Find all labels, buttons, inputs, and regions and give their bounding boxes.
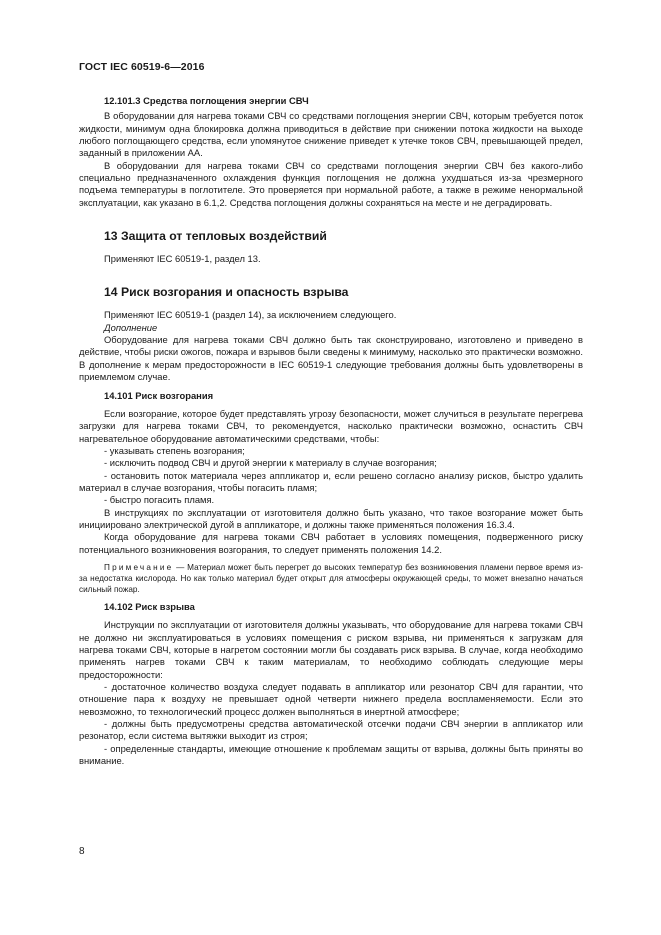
paragraph: В оборудовании для нагрева токами СВЧ со средствами поглощения энергии СВЧ, которым требуется поток жидкости, минимум одна блокировка должна приводиться в действие при снижении потока жидкости на выходе любого поглощающего средства, если упомянутое снижение приведет к утечке токов СВЧ, превышающей предел, заданный в приложении АА. bbox=[79, 110, 583, 159]
section-14-heading: 14 Риск возгорания и опасность взрыва bbox=[104, 285, 349, 300]
list-item: - быстро погасить пламя. bbox=[104, 494, 215, 506]
section-14-101-heading: 14.101 Риск возгорания bbox=[104, 389, 214, 401]
document-header: ГОСТ IEC 60519-6—2016 bbox=[79, 61, 205, 73]
list-item: - указывать степень возгорания; bbox=[104, 444, 245, 456]
paragraph: В инструкциях по эксплуатации от изготовителя должно быть указано, что такое возгорание может быть инициировано электрической дугой в аппликаторе, и должны также применяться положения 16.3.4. bbox=[79, 506, 583, 530]
list-item: - исключить подвод СВЧ и другой энергии к материалу в случае возгорания; bbox=[104, 457, 437, 469]
section-12-101-3-heading: 12.101.3 Средства поглощения энергии СВЧ bbox=[104, 95, 309, 106]
note-text: — Материал может быть перегрет до высоких температур без возникновения пламени первое время из-за недостатка кислорода. Но как только материал будет открыт для атмосферы окружающей среды, то может внезапно начаться сильный пожар. bbox=[79, 562, 583, 594]
paragraph: Когда оборудование для нагрева токами СВЧ работает в условиях помещения, подверженного риску потенциального возникновения возгорания, то следует применять положения 14.2. bbox=[79, 531, 583, 555]
paragraph: Применяют IEC 60519-1 (раздел 14), за исключением следующего. bbox=[104, 309, 397, 321]
addition-label: Дополнение bbox=[104, 321, 158, 333]
paragraph: Если возгорание, которое будет представлять угрозу безопасности, может случиться в результате перегрева загрузки для нагрева токами СВЧ, то рекомендуется, насколько практически возможно, оснастить СВЧ нагревательное оборудование автоматическими средствами, чтобы: bbox=[79, 407, 583, 444]
note bbox=[79, 562, 583, 595]
document-body bbox=[79, 95, 583, 767]
list-item: - должны быть предусмотрены средства автоматической отсечки подачи СВЧ энергии в аппликатор или резонатор, если система вытяжки выходит из строя; bbox=[79, 718, 583, 742]
paragraph: В оборудовании для нагрева токами СВЧ со средствами поглощения энергии СВЧ без какого-либо специально предназначенного охлаждения функция поглощения не должна ухудшаться из-за чрезмерного подъема температуры в поглотителе. Это проверяется при нормальной работе, а также в режиме ненормальной эксплуатации, как указано в 6.1,2. Средства поглощения должны сохраняться на месте и не деградировать. bbox=[79, 159, 583, 208]
paragraph: Оборудование для нагрева токами СВЧ должно быть так сконструировано, изготовлено и приведено в действие, чтобы риски ожогов, пожара и взрывов были сведены к минимуму, насколько это практически возможно. В дополнение к мерам предосторожности в IEC 60519-1 следующие требования должны быть удовлетворены в приемлемом случае. bbox=[79, 334, 583, 383]
list-item: - остановить поток материала через аппликатор и, если решено согласно анализу рисков, быстро удалить материал в случае возгорания, чтобы погасить пламя; bbox=[79, 469, 583, 493]
paragraph: Инструкции по эксплуатации от изготовителя должны указывать, что оборудование для нагрева токами СВЧ не должно ни эксплуатироваться в условиях помещения с риском взрыва, ни применяться к загрузкам для нагрева токами СВЧ, которые в нагретом состоянии могли бы создавать риск взрыва. В случае, когда необходимо применять нагрев токами СВЧ к таким материалам, то необходимо соблюдать следующие меры предосторожности: bbox=[79, 619, 583, 680]
list-item: - определенные стандарты, имеющие отношение к проблемам защиты от взрыва, должны быть приняты во внимание. bbox=[79, 742, 583, 767]
section-13-heading: 13 Защита от тепловых воздействий bbox=[104, 229, 327, 244]
page-number: 8 bbox=[79, 846, 85, 857]
section-14-102-heading: 14.102 Риск взрыва bbox=[104, 600, 195, 612]
note-label: Примечание bbox=[104, 562, 174, 572]
list-item: - достаточное количество воздуха следует подавать в аппликатор или резонатор СВЧ для гарантии, что отношение пара к воздуху не превышает одной четверти нижнего предела воспламеняемости. Если это невозможно, то технологический процесс должен выполняться в инертной атмосфере; bbox=[79, 681, 583, 717]
paragraph: Применяют IEC 60519-1, раздел 13. bbox=[104, 253, 261, 265]
